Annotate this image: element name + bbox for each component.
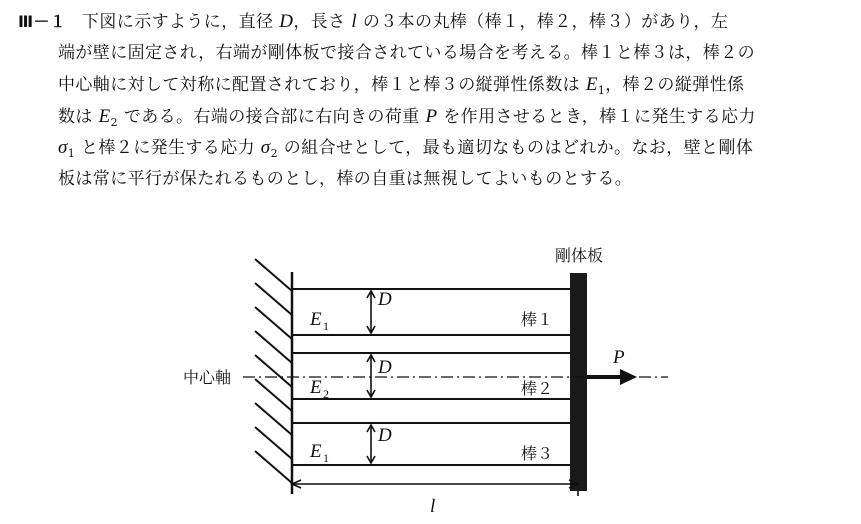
rigid-plate-label: 剛体板 bbox=[555, 246, 604, 265]
question-line-3: 中心軸に対して対称に配置されており，棒１と棒３の縦弾性係数は $E_1$，棒２の縦弾性係 bbox=[58, 74, 745, 97]
question-line-6: 板は常に平行が保たれるものとし，棒の自重は無視してよいものとする。 bbox=[58, 168, 633, 189]
question-line-1: Ⅲ－１ 下図に示すように，直径 D，長さ l の３本の丸棒（棒１，棒２，棒３）があり，左 bbox=[18, 6, 848, 38]
load-arrow-head bbox=[620, 369, 637, 385]
wall-hatching bbox=[255, 259, 292, 483]
diameter-arrows bbox=[367, 291, 375, 463]
rod-1-modulus-label: E bbox=[310, 309, 322, 330]
rod-3-name-label: 棒３ bbox=[521, 444, 554, 463]
rod-1-name-label: 棒１ bbox=[521, 310, 554, 329]
question-line-5: $\sigma_1$ と棒２に発生する応力 $\sigma_2$ の組合せとして，最も適切なものはどれか。なお，壁と剛体 bbox=[58, 137, 754, 160]
load-label: P bbox=[613, 347, 625, 368]
question-line-2: 端が壁に固定され，右端が剛体板で接合されている場合を考える。棒１と棒３は，棒２の bbox=[58, 42, 756, 63]
length-dimension bbox=[292, 480, 578, 496]
diameter-label-1: D bbox=[378, 289, 392, 310]
diameter-label-3: D bbox=[378, 425, 392, 446]
length-label: l bbox=[430, 496, 436, 517]
rod-1-modulus-sub: 1 bbox=[323, 319, 329, 333]
rod-2-modulus-sub: 2 bbox=[323, 387, 329, 401]
diameter-label-2: D bbox=[378, 357, 392, 378]
rod-2-name-label: 棒２ bbox=[521, 379, 554, 398]
rod-3-modulus-sub: 1 bbox=[323, 451, 329, 465]
center-axis-label: 中心軸 bbox=[183, 368, 232, 387]
rod-3-modulus-label: E bbox=[310, 441, 322, 462]
rigid-plate bbox=[570, 273, 587, 491]
rod-2-modulus-label: E bbox=[310, 377, 322, 398]
question-line-4: 数は $E_2$ である。右端の接合部に右向きの荷重 P を作用させるとき，棒１に発生する応力 bbox=[58, 105, 756, 129]
question-number: Ⅲ－１ bbox=[18, 12, 67, 31]
